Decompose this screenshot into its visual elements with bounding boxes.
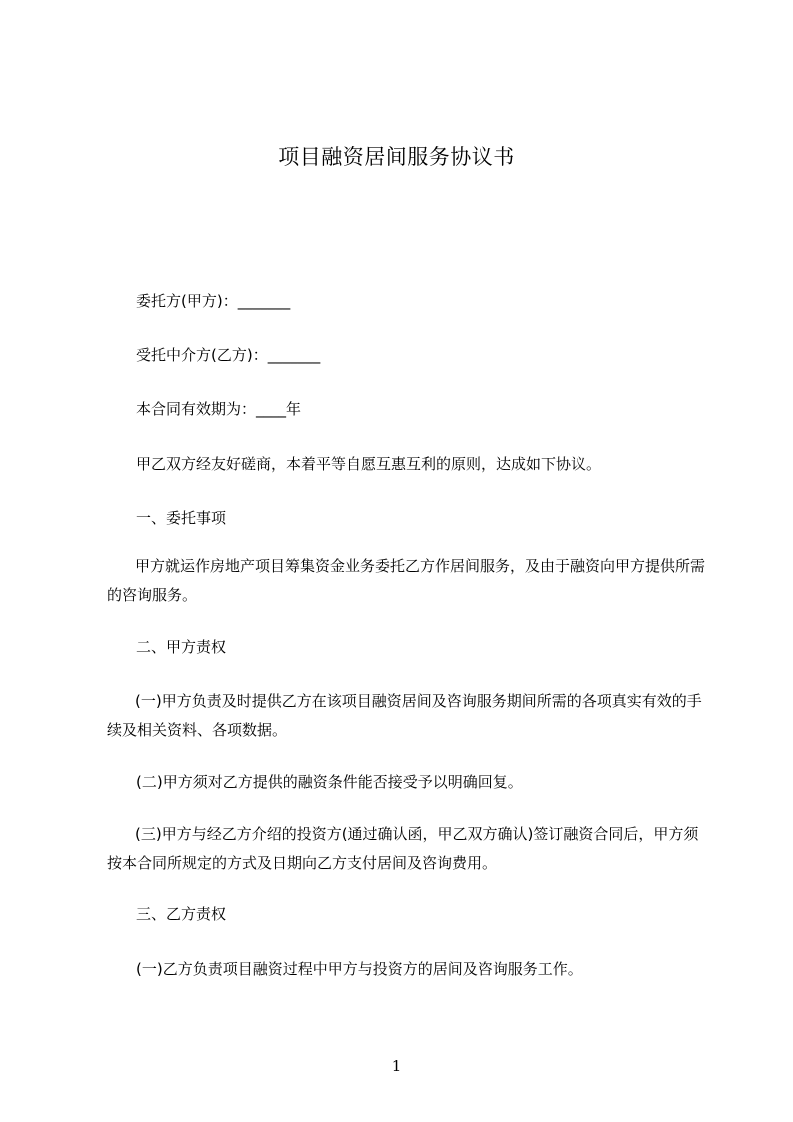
section-heading-party-b: 三、乙方责权 xyxy=(136,905,227,923)
section-heading-party-a: 二、甲方责权 xyxy=(136,638,227,656)
party-a-clause-3: (三)甲方与经乙方介绍的投资方(通过确认函，甲乙双方确认)签订融资合同后，甲方须按本合同所规定的方式及日期向乙方支付居间及咨询费用。 xyxy=(107,825,699,872)
party-a-clause-1: (一)甲方负责及时提供乙方在该项目融资居间及咨询服务期间所需的各项真实有效的手续及相关资料、各项数据。 xyxy=(107,692,702,739)
party-b-clause-1: (一)乙方负责项目融资过程中甲方与投资方的居间及咨询服务工作。 xyxy=(136,960,583,978)
section-heading-entrustment: 一、委托事项 xyxy=(136,509,227,527)
intro-paragraph: 甲乙双方经友好磋商，本着平等自愿互惠互利的原则，达成如下协议。 xyxy=(136,455,602,473)
party-a-clause-2: (二)甲方须对乙方提供的融资条件能否接受予以明确回复。 xyxy=(136,773,523,791)
document-title: 项目融资居间服务协议书 xyxy=(278,145,515,169)
page-number: 1 xyxy=(391,1057,402,1075)
intermediary-party-line: 受托中介方(乙方)：_______ xyxy=(136,346,321,364)
validity-period-line: 本合同有效期为：____年 xyxy=(136,400,302,418)
client-party-line: 委托方(甲方)：_______ xyxy=(136,292,291,310)
entrustment-paragraph: 甲方就运作房地产项目筹集资金业务委托乙方作居间服务，及由于融资向甲方提供所需的咨询服务。 xyxy=(107,557,706,604)
